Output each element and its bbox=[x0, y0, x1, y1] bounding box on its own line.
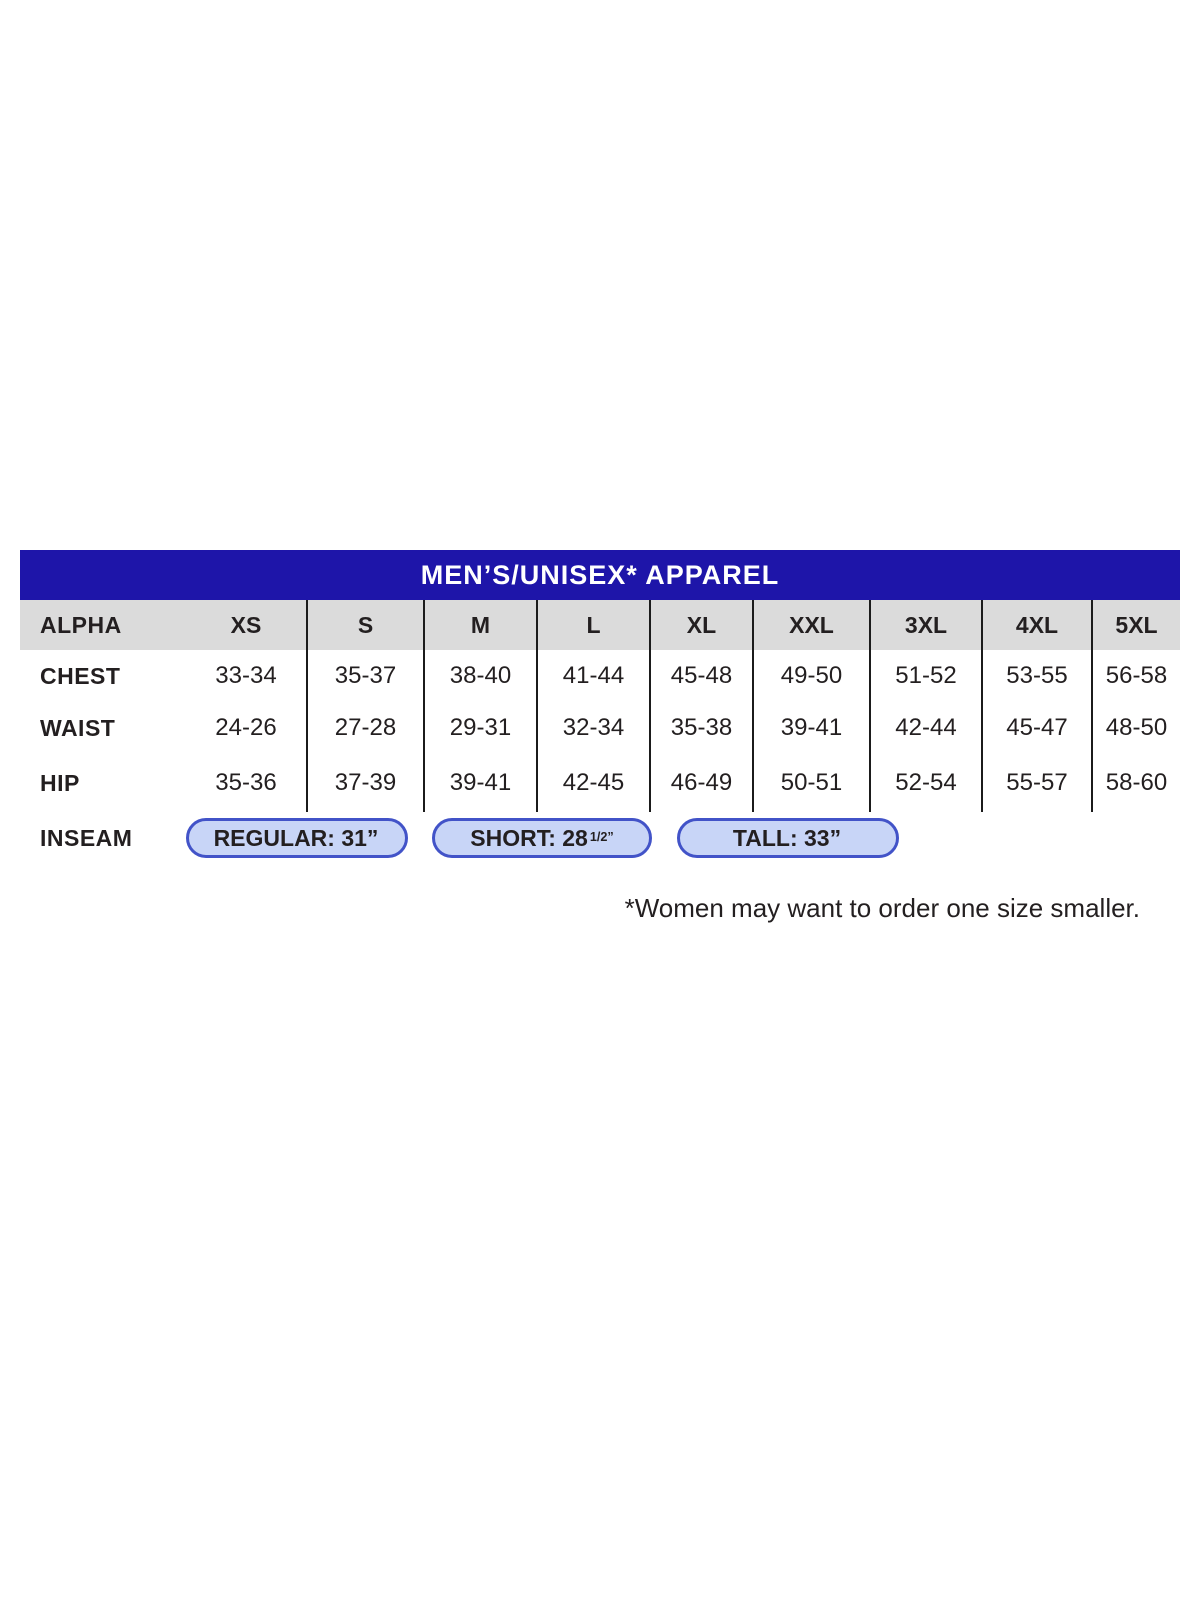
header-cell-xl: XL bbox=[649, 600, 752, 650]
table-row-hip bbox=[20, 754, 1180, 812]
size-value-cell: 49-50 bbox=[752, 650, 869, 702]
chart-title-bar bbox=[20, 550, 1180, 600]
size-value-cell: 41-44 bbox=[536, 650, 649, 702]
header-cell-4xl: 4XL bbox=[981, 600, 1091, 650]
size-chart bbox=[20, 550, 1180, 862]
size-value-cell: 27-28 bbox=[306, 702, 423, 754]
inseam-pill-tall[interactable] bbox=[677, 818, 899, 858]
size-value-cell: 56-58 bbox=[1091, 650, 1180, 702]
size-value-cell: 33-34 bbox=[215, 662, 277, 689]
row-label: WAIST bbox=[40, 714, 116, 741]
size-value-cell: 24-26 bbox=[215, 714, 277, 741]
size-value-cell: 39-41 bbox=[752, 702, 869, 754]
row-label: INSEAM bbox=[40, 824, 133, 851]
size-header-row bbox=[20, 600, 1180, 650]
header-cell-5xl: 5XL bbox=[1091, 600, 1180, 650]
size-value-cell: 58-60 bbox=[1091, 754, 1180, 812]
header-cell-3xl: 3XL bbox=[869, 600, 981, 650]
size-value-cell: 38-40 bbox=[423, 650, 536, 702]
size-value-cell: 50-51 bbox=[752, 754, 869, 812]
header-cell-m: M bbox=[423, 600, 536, 650]
row-label: HIP bbox=[40, 769, 80, 796]
size-value-cell: 42-44 bbox=[869, 702, 981, 754]
size-value-cell: 29-31 bbox=[423, 702, 536, 754]
size-value-cell: 32-34 bbox=[536, 702, 649, 754]
size-value-cell: 52-54 bbox=[869, 754, 981, 812]
header-cell-xxl: XXL bbox=[752, 600, 869, 650]
header-cell-alpha: ALPHA bbox=[40, 611, 122, 638]
inseam-pill-short[interactable]: SHORT: 28 $^{1/2”}$ bbox=[432, 818, 652, 858]
size-value-cell: 37-39 bbox=[306, 754, 423, 812]
header-cell-s: S bbox=[306, 600, 423, 650]
pill-label: REGULAR: 31” bbox=[213, 824, 379, 851]
size-value-cell: 48-50 bbox=[1091, 702, 1180, 754]
inseam-pill-regular[interactable] bbox=[186, 818, 408, 858]
chart-title: MEN’S/UNISEX* APPAREL bbox=[420, 559, 780, 590]
row-label: CHEST bbox=[40, 662, 121, 689]
size-value-cell: 45-48 bbox=[649, 650, 752, 702]
size-value-cell: 55-57 bbox=[981, 754, 1091, 812]
size-value-cell: 35-38 bbox=[649, 702, 752, 754]
size-value-cell: 51-52 bbox=[869, 650, 981, 702]
pill-label: SHORT: 28 bbox=[470, 824, 588, 851]
header-cell-l: L bbox=[536, 600, 649, 650]
size-value-cell: 45-47 bbox=[981, 702, 1091, 754]
size-value-cell: 39-41 bbox=[423, 754, 536, 812]
header-cell-xs: XS bbox=[230, 611, 262, 638]
size-value-cell: 35-37 bbox=[306, 650, 423, 702]
footnote-text: *Women may want to order one size smaller. bbox=[624, 893, 1140, 923]
size-value-cell: 53-55 bbox=[981, 650, 1091, 702]
table-row-waist bbox=[20, 702, 1180, 754]
size-value-cell: 35-36 bbox=[215, 769, 277, 796]
table-row-inseam bbox=[20, 814, 1180, 862]
size-value-cell: 46-49 bbox=[649, 754, 752, 812]
table-row-chest bbox=[20, 650, 1180, 702]
pill-label: TALL: 33” bbox=[732, 824, 842, 851]
size-value-cell: 42-45 bbox=[536, 754, 649, 812]
